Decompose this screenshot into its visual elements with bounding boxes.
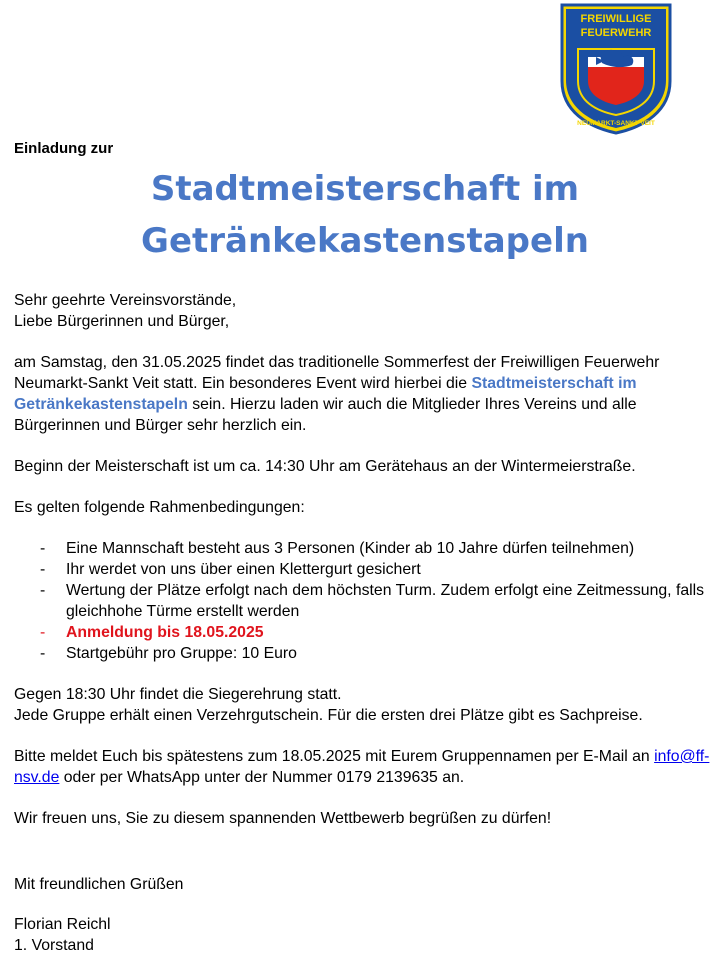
greeting-line-1: Sehr geehrte Vereinsvorstände, <box>14 292 237 309</box>
crest-ring-text: NEUMARKT-SANKT VEIT <box>577 120 655 127</box>
condition-item: - Eine Mannschaft besteht aus 3 Personen (Kinder ab 10 Jahre dürfen teilnehmen) <box>40 540 635 557</box>
greeting-line-2: Liebe Bürgerinnen und Bürger, <box>14 313 230 330</box>
intro-text-1: am Samstag, den 31.05.2025 findet das traditionelle Sommerfest der Freiwilligen Feuerwehr Neumarkt-Sankt Veit statt. Ein besonderes Event wird hierbei die <box>14 354 660 392</box>
event-title-line-1: Stadtmeisterschaft im <box>150 169 580 209</box>
signer-role: 1. Vorstand <box>14 937 94 954</box>
greeting <box>14 290 714 332</box>
conditions-list <box>14 538 714 664</box>
email-link[interactable]: info@ff-nsv.de <box>14 748 710 786</box>
event-title <box>0 163 716 267</box>
intro-text-2: sein. Hierzu laden wir auch die Mitglieder Ihres Vereins und alle Bürgerinnen und Bürger sehr herzlich ein. <box>14 396 637 434</box>
invitation-label: Einladung zur <box>14 140 114 157</box>
closing-wish: Wir freuen uns, Sie zu diesem spannenden Wettbewerb begrüßen zu dürfen! <box>14 810 552 827</box>
condition-item: - Wertung der Plätze erfolgt nach dem höchsten Turm. Zudem erfolgt eine Zeitmessung, falls gleichhohe Türme erstellt werden <box>40 582 705 620</box>
ceremony-paragraph: Gegen 18:30 Uhr findet die Siegerehrung statt. Jede Gruppe erhält einen Verzehrgutschein. Für die ersten drei Plätze gibt es Sachpreise. <box>14 686 643 724</box>
registration-paragraph: Bitte meldet Euch bis spätestens zum 18.05.2025 mit Eurem Gruppennamen per E-Mail an info@ff-nsv.de oder per WhatsApp unter der Nummer 0179 2139635 an. <box>14 748 710 786</box>
svg-text:FREIWILLIGE: FREIWILLIGE <box>580 13 652 25</box>
regards: Mit freundlichen Grüßen <box>14 876 184 893</box>
start-paragraph: Beginn der Meisterschaft ist um ca. 14:30 Uhr am Gerätehaus an der Wintermeierstraße. <box>14 458 636 475</box>
fire-brigade-crest-logo <box>560 3 672 135</box>
event-title-line-2: Getränkekastenstapeln <box>141 221 589 261</box>
condition-item: - Startgebühr pro Gruppe: 10 Euro <box>40 645 297 662</box>
conditions-intro: Es gelten folgende Rahmenbedingungen: <box>14 499 305 516</box>
letter-body <box>14 290 714 849</box>
signer-name: Florian Reichl <box>14 916 111 933</box>
intro-paragraph <box>14 352 714 436</box>
svg-text:FEUERWEHR: FEUERWEHR <box>580 27 652 39</box>
signature-block <box>14 914 111 956</box>
event-name-highlight: Stadtmeisterschaft im Getränkekastenstapeln <box>14 375 637 413</box>
condition-item: - Ihr werdet von uns über einen Klettergurt gesichert <box>40 561 421 578</box>
condition-item-registration-deadline: - Anmeldung bis 18.05.2025 <box>40 624 264 641</box>
